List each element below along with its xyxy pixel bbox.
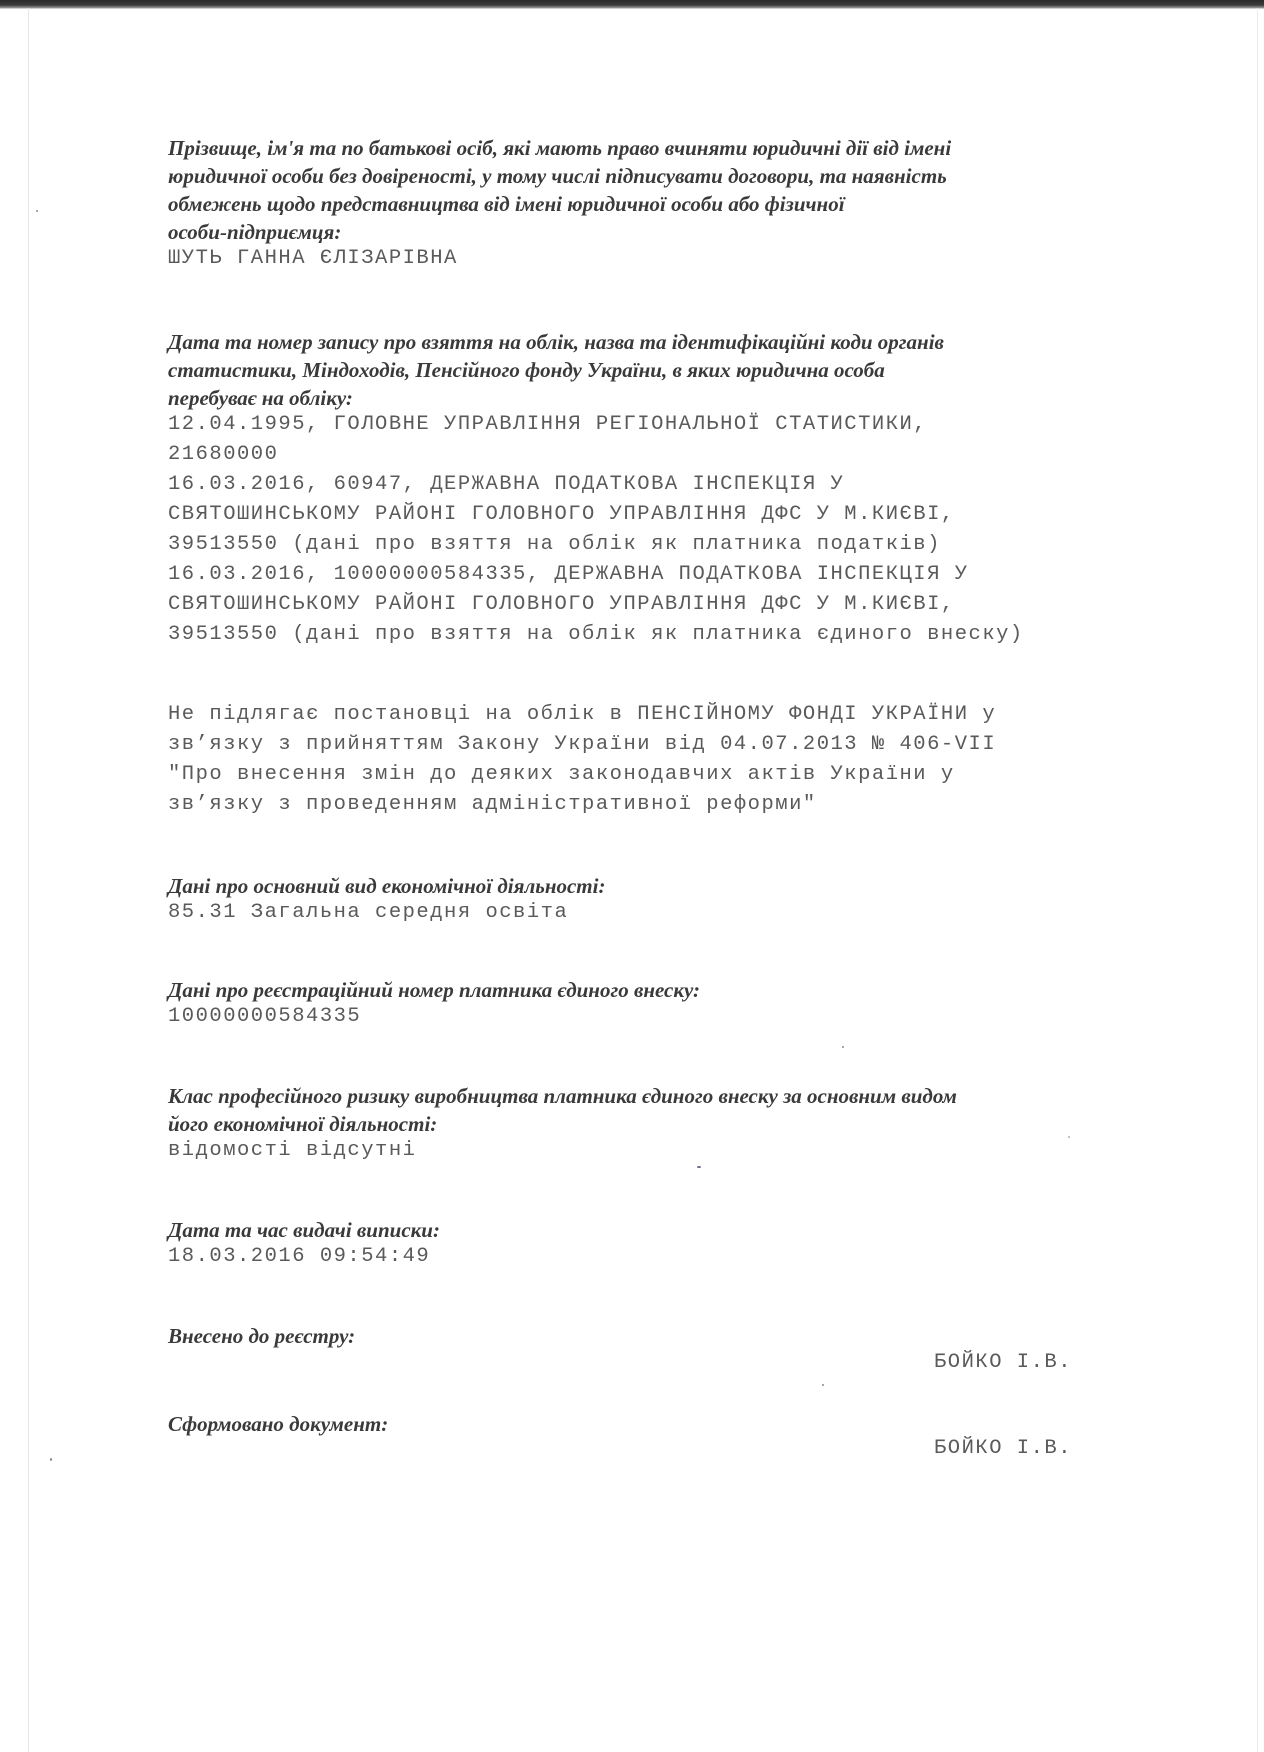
scan-speck [697, 1166, 701, 1168]
issue-datetime-value: 18.03.2016 09:54:49 [168, 1245, 431, 1268]
entered-signer: БОЙКО І.В. [934, 1351, 1073, 1374]
scan-speck [50, 1458, 52, 1461]
section-pension-note [168, 700, 1128, 820]
formed-signer: БОЙКО І.В. [934, 1437, 1073, 1460]
scan-speck [842, 1046, 844, 1048]
section-activity [168, 872, 1128, 928]
formed-label: Сформовано документ: [168, 1412, 389, 1436]
authorized-persons-value: ШУТЬ ГАННА ЄЛІЗАРІВНА [168, 247, 458, 270]
entered-label: Внесено до реєстру: [168, 1324, 356, 1348]
activity-value: 85.31 Загальна середня освіта [168, 901, 569, 924]
registration-label: Дата та номер запису про взяття на облік, назва та ідентифікаційні коди органів статистики, Міндоходів, Пенсійного фонду України, в яких юридична особа перебуває на обліку: [168, 330, 944, 410]
section-entered [168, 1322, 1128, 1350]
section-contributor-number [168, 976, 1128, 1032]
registration-value: 12.04.1995, ГОЛОВНЕ УПРАВЛІННЯ РЕГІОНАЛЬНОЇ СТАТИСТИКИ, 21680000 16.03.2016, 60947, ДЕРЖАВНА ПОДАТКОВА ІНСПЕКЦІЯ У СВЯТОШИНСЬКОМУ РАЙОНІ ГОЛОВНОГО УПРАВЛІННЯ ДФС У М.КИЄВІ, 39513550 (дані про взяття на облік як платника податків) 16.03.2016, 10000000584335, ДЕРЖАВНА ПОДАТКОВА ІНСПЕКЦІЯ У СВЯТОШИНСЬКОМУ РАЙОНІ ГОЛОВНОГО УПРАВЛІННЯ ДФС У М.КИЄВІ, 39513550 (дані про взяття на облік як платника єдиного внеску) [168, 413, 1024, 646]
scan-speck [36, 210, 38, 212]
section-risk-class [168, 1082, 1128, 1166]
issue-datetime-label: Дата та час видачі виписки: [168, 1218, 440, 1242]
risk-class-label: Клас професійного ризику виробництва платника єдиного внеску за основним видом його економічної діяльності: [168, 1084, 957, 1136]
section-issue-datetime [168, 1216, 1128, 1272]
activity-label: Дані про основний вид економічної діяльності: [168, 874, 606, 898]
risk-class-value: відомості відсутні [168, 1139, 417, 1162]
contributor-number-label: Дані про реєстраційний номер платника єдиного внеску: [168, 978, 701, 1002]
pension-note-value: Не підлягає постановці на облік в ПЕНСІЙНОМУ ФОНДІ УКРАЇНИ у зв’язку з прийняттям Закону України від 04.07.2013 № 406-VII "Про внесення змін до деяких законодавчих актів України у зв’язку з проведенням адміністративної реформи" [168, 703, 997, 816]
section-authorized-persons [168, 134, 1128, 274]
authorized-persons-label: Прізвище, ім'я та по батькові осіб, які мають право вчиняти юридичні дії від імені юридичної особи без довіреності, у тому числі підписувати договори, та наявність обмежень щодо представництва від імені юридичної особи або фізичної особи-підприємця: [168, 136, 952, 244]
section-registration [168, 328, 1128, 650]
contributor-number-value: 10000000584335 [168, 1005, 362, 1028]
scan-speck [822, 1384, 824, 1386]
scan-speck [1068, 1136, 1070, 1138]
